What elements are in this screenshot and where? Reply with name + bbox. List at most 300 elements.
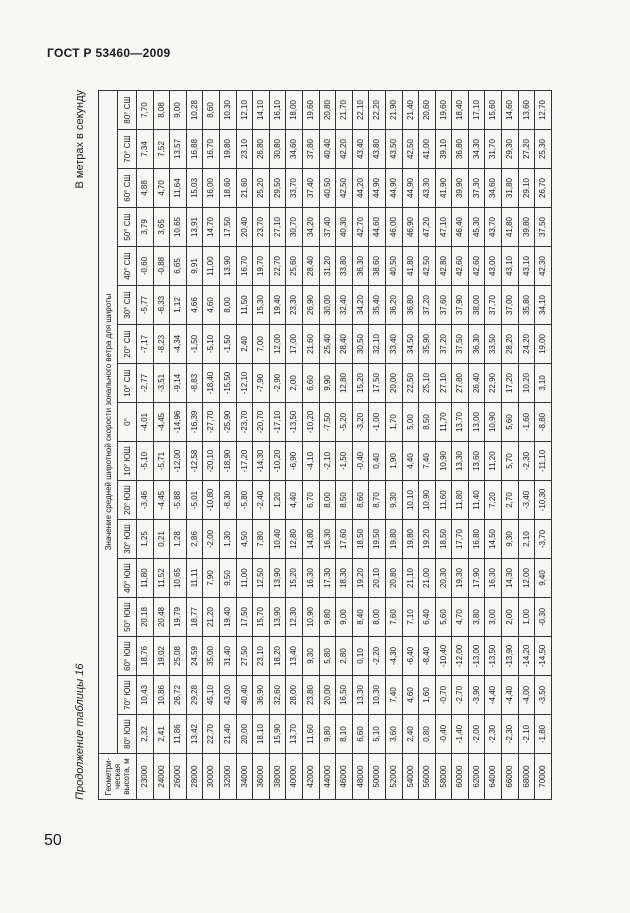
wind-speed-cell: 2,86 — [186, 520, 203, 559]
wind-speed-cell: 46,00 — [385, 208, 402, 247]
wind-speed-cell: -12,10 — [236, 364, 253, 403]
height-cell: 62000 — [468, 754, 485, 800]
wind-speed-cell: 23,30 — [286, 286, 303, 325]
wind-speed-cell: 17,60 — [336, 520, 353, 559]
wind-speed-cell: 9,80 — [319, 715, 336, 754]
wind-speed-cell: -7,90 — [253, 364, 270, 403]
wind-speed-cell: 42,50 — [419, 247, 436, 286]
wind-speed-cell: 11,40 — [468, 481, 485, 520]
wind-speed-table — [98, 90, 552, 800]
wind-speed-cell: 8,40 — [352, 598, 369, 637]
wind-speed-cell: 23,70 — [253, 208, 270, 247]
wind-speed-cell: 13,40 — [286, 637, 303, 676]
table-row — [236, 91, 253, 800]
wind-speed-cell: 37,00 — [502, 286, 519, 325]
wind-speed-cell: 2,40 — [402, 715, 419, 754]
wind-speed-cell: 13,42 — [186, 715, 203, 754]
table-row — [352, 91, 369, 800]
wind-speed-cell: -0,40 — [352, 442, 369, 481]
wind-speed-cell: 42,70 — [352, 208, 369, 247]
wind-speed-cell: 10,65 — [170, 208, 187, 247]
wind-speed-cell: 7,00 — [253, 325, 270, 364]
wind-speed-cell: 31,70 — [485, 130, 502, 169]
wind-speed-cell: 17,00 — [286, 325, 303, 364]
wind-speed-cell: 41,80 — [402, 247, 419, 286]
wind-speed-cell: 37,50 — [535, 208, 552, 247]
wind-speed-cell: 31,20 — [319, 247, 336, 286]
wind-speed-cell: 20,00 — [319, 676, 336, 715]
wind-speed-cell: 4,88 — [137, 169, 154, 208]
wind-speed-cell: 2,00 — [502, 598, 519, 637]
wind-speed-cell: 16,10 — [269, 91, 286, 130]
wind-speed-cell: 31,80 — [502, 169, 519, 208]
wind-speed-cell: 37,90 — [452, 286, 469, 325]
wind-speed-cell: -3,90 — [468, 676, 485, 715]
wind-speed-cell: -13,50 — [485, 637, 502, 676]
wind-speed-cell: 13,70 — [286, 715, 303, 754]
wind-speed-cell: 4,66 — [186, 286, 203, 325]
wind-speed-cell: -3,70 — [535, 520, 552, 559]
wind-speed-cell: 15,30 — [253, 286, 270, 325]
wind-speed-cell: -3,51 — [153, 364, 170, 403]
wind-speed-cell: 10,86 — [153, 676, 170, 715]
latitude-header: 0° — [118, 403, 137, 442]
wind-speed-cell: 19,80 — [385, 520, 402, 559]
wind-speed-cell: 11,20 — [485, 442, 502, 481]
wind-speed-cell: 18,00 — [286, 91, 303, 130]
wind-speed-cell: 21,60 — [302, 325, 319, 364]
table-row — [137, 91, 154, 800]
wind-speed-cell: 11,70 — [435, 403, 452, 442]
wind-speed-cell: -2,10 — [319, 442, 336, 481]
wind-speed-cell: 34,30 — [468, 130, 485, 169]
wind-speed-cell: -10,30 — [535, 481, 552, 520]
latitude-header: 30° ЮШ — [118, 520, 137, 559]
wind-speed-cell: 47,10 — [435, 208, 452, 247]
wind-speed-cell: 29,28 — [186, 676, 203, 715]
wind-speed-cell: 3,60 — [385, 715, 402, 754]
wind-speed-cell: -5,88 — [170, 481, 187, 520]
wind-speed-cell: 22,20 — [369, 91, 386, 130]
height-cell: 70000 — [535, 754, 552, 800]
wind-speed-cell: 44,20 — [352, 169, 369, 208]
wind-speed-cell: 4,40 — [286, 481, 303, 520]
wind-speed-cell: -13,50 — [286, 403, 303, 442]
wind-speed-cell: 42,60 — [468, 247, 485, 286]
table-row — [253, 91, 270, 800]
wind-speed-cell: 29,30 — [502, 130, 519, 169]
wind-speed-cell: -10,80 — [203, 481, 220, 520]
wind-speed-cell: -5,80 — [236, 481, 253, 520]
wind-speed-cell: 20,00 — [236, 715, 253, 754]
latitude-header: 60° СШ — [118, 169, 137, 208]
wind-speed-cell: 9,91 — [186, 247, 203, 286]
wind-speed-cell: 39,80 — [518, 208, 535, 247]
wind-speed-cell: -14,30 — [253, 442, 270, 481]
wind-speed-cell: 26,40 — [468, 364, 485, 403]
wind-speed-cell: 27,50 — [236, 637, 253, 676]
wind-speed-cell: 26,72 — [170, 676, 187, 715]
wind-speed-cell: 9,00 — [336, 598, 353, 637]
height-cell: 36000 — [253, 754, 270, 800]
table-body — [137, 91, 552, 800]
wind-speed-cell: 24,59 — [186, 637, 203, 676]
latitude-header: 50° ЮШ — [118, 598, 137, 637]
wind-speed-cell: 10,28 — [186, 91, 203, 130]
wind-speed-cell: 42,60 — [452, 247, 469, 286]
wind-speed-cell: 37,70 — [485, 286, 502, 325]
wind-speed-cell: 34,50 — [402, 325, 419, 364]
wind-speed-cell: 16,00 — [203, 169, 220, 208]
wind-speed-cell: 7,70 — [137, 91, 154, 130]
wind-speed-cell: 12,80 — [286, 520, 303, 559]
wind-speed-cell: 2,40 — [236, 325, 253, 364]
wind-speed-cell: 12,00 — [518, 559, 535, 598]
wind-speed-cell: -15,50 — [219, 364, 236, 403]
wind-speed-cell: 11,80 — [452, 481, 469, 520]
wind-speed-cell: -0,88 — [153, 247, 170, 286]
wind-speed-cell: 11,00 — [203, 247, 220, 286]
table-row — [336, 91, 353, 800]
wind-speed-cell: 34,60 — [485, 169, 502, 208]
height-cell: 44000 — [319, 754, 336, 800]
wind-speed-cell: 21,40 — [219, 715, 236, 754]
wind-speed-cell: 20,80 — [319, 91, 336, 130]
wind-speed-cell: 23,80 — [302, 676, 319, 715]
wind-speed-cell: 42,80 — [435, 247, 452, 286]
wind-speed-cell: 26,90 — [302, 286, 319, 325]
wind-speed-cell: 18,60 — [219, 169, 236, 208]
table-row — [502, 91, 519, 800]
wind-speed-cell: 8,00 — [319, 481, 336, 520]
wind-speed-cell: 15,20 — [352, 364, 369, 403]
wind-speed-cell: 6,40 — [419, 598, 436, 637]
wind-speed-cell: 25,40 — [319, 325, 336, 364]
height-cell: 60000 — [452, 754, 469, 800]
wind-speed-cell: 18,20 — [269, 637, 286, 676]
wind-speed-cell: 10,30 — [369, 676, 386, 715]
wind-speed-cell: 32,60 — [269, 676, 286, 715]
height-column-header: Геометри-ческая высота, м — [99, 754, 137, 800]
wind-speed-cell: -4,40 — [502, 676, 519, 715]
wind-speed-cell: 6,60 — [352, 715, 369, 754]
wind-speed-cell: 20,30 — [435, 559, 452, 598]
height-cell: 48000 — [352, 754, 369, 800]
wind-speed-cell: 16,70 — [236, 247, 253, 286]
wind-speed-cell: -12,00 — [170, 442, 187, 481]
wind-speed-cell: -2,30 — [518, 442, 535, 481]
wind-speed-cell: -11,10 — [535, 442, 552, 481]
wind-speed-cell: 2,70 — [502, 481, 519, 520]
wind-speed-cell: -3,46 — [137, 481, 154, 520]
wind-speed-cell: 26,70 — [535, 169, 552, 208]
wind-speed-cell: 12,50 — [253, 559, 270, 598]
wind-speed-cell: 11,00 — [236, 559, 253, 598]
wind-speed-cell: 8,50 — [336, 481, 353, 520]
units-note: В метрах в секунду — [74, 90, 86, 189]
height-cell: 30000 — [203, 754, 220, 800]
height-cell: 46000 — [336, 754, 353, 800]
wind-speed-cell: 0,80 — [419, 715, 436, 754]
wind-speed-cell: 10,90 — [485, 403, 502, 442]
wind-speed-cell: 13,91 — [186, 208, 203, 247]
wind-speed-cell: 9,50 — [219, 559, 236, 598]
wind-speed-cell: 35,90 — [419, 325, 436, 364]
wind-speed-cell: 4,60 — [402, 676, 419, 715]
wind-speed-cell: 19,60 — [435, 91, 452, 130]
wind-speed-cell: 11,50 — [236, 286, 253, 325]
wind-speed-cell: 19,50 — [369, 520, 386, 559]
wind-speed-cell: 9,30 — [385, 481, 402, 520]
wind-speed-cell: 8,50 — [419, 403, 436, 442]
wind-speed-cell: 5,60 — [435, 598, 452, 637]
wind-speed-cell: 28,00 — [286, 676, 303, 715]
wind-speed-cell: 8,08 — [153, 91, 170, 130]
wind-speed-cell: 40,40 — [236, 676, 253, 715]
wind-speed-cell: 36,80 — [452, 130, 469, 169]
latitude-header: 30° СШ — [118, 286, 137, 325]
wind-speed-cell: 23,10 — [253, 637, 270, 676]
wind-speed-cell: 7,40 — [419, 442, 436, 481]
table-row — [535, 91, 552, 800]
wind-speed-cell: 1,70 — [385, 403, 402, 442]
wind-speed-cell: 16,70 — [203, 130, 220, 169]
latitude-header: 10° ЮШ — [118, 442, 137, 481]
height-cell: 42000 — [302, 754, 319, 800]
wind-speed-cell: 13,57 — [170, 130, 187, 169]
table-row — [518, 91, 535, 800]
latitude-header: 10° СШ — [118, 364, 137, 403]
wind-speed-cell: 25,20 — [253, 169, 270, 208]
wind-speed-cell: -10,20 — [269, 442, 286, 481]
table-caption: Продолжение таблицы 16 — [74, 663, 86, 800]
wind-speed-cell: 45,10 — [203, 676, 220, 715]
wind-speed-cell: 30,70 — [286, 208, 303, 247]
wind-speed-cell: -9,14 — [170, 364, 187, 403]
wind-speed-cell: 15,60 — [485, 91, 502, 130]
wind-speed-cell: -5,71 — [153, 442, 170, 481]
wind-speed-cell: -4,40 — [485, 676, 502, 715]
wind-speed-cell: 14,70 — [203, 208, 220, 247]
wind-speed-cell: 9,90 — [319, 364, 336, 403]
wind-speed-cell: -7,17 — [137, 325, 154, 364]
wind-speed-cell: 19,79 — [170, 598, 187, 637]
wind-speed-cell: 4,50 — [236, 520, 253, 559]
wind-speed-cell: 12,00 — [269, 325, 286, 364]
table-row — [435, 91, 452, 800]
wind-speed-cell: 14,60 — [502, 91, 519, 130]
wind-speed-cell: 46,90 — [402, 208, 419, 247]
wind-speed-cell: 15,70 — [253, 598, 270, 637]
wind-speed-cell: 17,10 — [468, 91, 485, 130]
wind-speed-cell: -2,30 — [485, 715, 502, 754]
wind-speed-cell: -2,10 — [518, 715, 535, 754]
wind-speed-cell: 4,60 — [203, 286, 220, 325]
page-number: 50 — [44, 832, 62, 849]
wind-speed-cell: 28,40 — [336, 325, 353, 364]
wind-speed-cell: 18,50 — [435, 520, 452, 559]
wind-speed-cell: 26,80 — [253, 130, 270, 169]
latitude-header: 70° СШ — [118, 130, 137, 169]
wind-speed-cell: 27,20 — [518, 130, 535, 169]
wind-speed-cell: 42,50 — [336, 169, 353, 208]
latitude-header: 80° СШ — [118, 91, 137, 130]
wind-speed-cell: -5,20 — [336, 403, 353, 442]
height-cell: 52000 — [385, 754, 402, 800]
height-cell: 38000 — [269, 754, 286, 800]
wind-speed-cell: 0,40 — [369, 442, 386, 481]
wind-speed-cell: 40,50 — [385, 247, 402, 286]
wind-speed-cell: 18,10 — [253, 715, 270, 754]
wind-speed-cell: -17,10 — [269, 403, 286, 442]
wind-speed-cell: 8,70 — [369, 481, 386, 520]
table-row — [485, 91, 502, 800]
wind-speed-cell: 37,50 — [452, 325, 469, 364]
wind-speed-cell: 20,18 — [137, 598, 154, 637]
wind-speed-cell: 9,00 — [170, 91, 187, 130]
wind-speed-cell: 16,30 — [302, 559, 319, 598]
wind-speed-cell: 2,00 — [286, 364, 303, 403]
wind-speed-cell: 10,65 — [170, 559, 187, 598]
wind-speed-cell: 37,30 — [468, 169, 485, 208]
wind-speed-cell: -8,40 — [419, 637, 436, 676]
wind-speed-cell: 31,40 — [219, 637, 236, 676]
wind-speed-cell: 9,80 — [319, 598, 336, 637]
wind-speed-cell: 7,20 — [485, 481, 502, 520]
wind-speed-cell: -4,10 — [302, 442, 319, 481]
wind-speed-cell: 13,30 — [452, 442, 469, 481]
wind-speed-cell: 5,80 — [319, 637, 336, 676]
wind-speed-cell: 3,00 — [485, 598, 502, 637]
wind-speed-cell: 30,00 — [319, 286, 336, 325]
height-cell: 50000 — [369, 754, 386, 800]
wind-speed-cell: -7,50 — [319, 403, 336, 442]
wind-speed-cell: 24,20 — [518, 325, 535, 364]
wind-speed-cell: 45,30 — [468, 208, 485, 247]
wind-speed-cell: 14,30 — [502, 559, 519, 598]
wind-speed-cell: -5,77 — [137, 286, 154, 325]
wind-speed-cell: -14,50 — [535, 637, 552, 676]
wind-speed-cell: 10,20 — [518, 364, 535, 403]
wind-speed-cell: 20,00 — [385, 364, 402, 403]
wind-speed-cell: 3,65 — [153, 208, 170, 247]
height-cell: 66000 — [502, 754, 519, 800]
wind-speed-cell: 32,40 — [336, 286, 353, 325]
wind-speed-cell: 1,00 — [518, 598, 535, 637]
wind-speed-cell: -0,40 — [435, 715, 452, 754]
wind-speed-cell: 27,80 — [452, 364, 469, 403]
height-cell: 24000 — [153, 754, 170, 800]
wind-speed-cell: 40,30 — [336, 208, 353, 247]
wind-speed-cell: -2,40 — [253, 481, 270, 520]
wind-speed-cell: 42,20 — [336, 130, 353, 169]
wind-speed-cell: 9,40 — [535, 559, 552, 598]
wind-speed-cell: 5,00 — [402, 403, 419, 442]
wind-speed-cell: 29,10 — [518, 169, 535, 208]
table-row — [286, 91, 303, 800]
wind-speed-cell: 21,70 — [336, 91, 353, 130]
wind-speed-cell: 17,20 — [502, 364, 519, 403]
wind-speed-cell: -8,23 — [153, 325, 170, 364]
wind-speed-cell: -1,80 — [535, 715, 552, 754]
wind-speed-cell: -6,33 — [153, 286, 170, 325]
wind-speed-cell: -14,96 — [170, 403, 187, 442]
wind-speed-cell: 30,50 — [352, 325, 369, 364]
wind-speed-cell: 3,80 — [468, 598, 485, 637]
wind-speed-cell: 37,40 — [319, 208, 336, 247]
wind-speed-cell: 7,40 — [385, 676, 402, 715]
wind-speed-cell: 36,20 — [385, 286, 402, 325]
wind-speed-cell: 16,50 — [336, 676, 353, 715]
height-cell: 56000 — [419, 754, 436, 800]
wind-speed-cell: -2,20 — [369, 637, 386, 676]
wind-speed-cell: -12,58 — [186, 442, 203, 481]
wind-speed-cell: 5,10 — [369, 715, 386, 754]
wind-speed-cell: 13,00 — [468, 403, 485, 442]
latitude-header: 80° ЮШ — [118, 715, 137, 754]
table-row — [385, 91, 402, 800]
wind-speed-cell: 33,50 — [485, 325, 502, 364]
table-row — [219, 91, 236, 800]
table-row — [170, 91, 187, 800]
wind-speed-cell: -2,30 — [502, 715, 519, 754]
latitude-header: 70° ЮШ — [118, 676, 137, 715]
wind-speed-cell: 37,20 — [419, 286, 436, 325]
wind-speed-cell: 27,10 — [269, 208, 286, 247]
wind-speed-cell: -8,30 — [219, 481, 236, 520]
wind-speed-cell: 21,90 — [385, 91, 402, 130]
wind-speed-cell: 41,00 — [419, 130, 436, 169]
table-row — [402, 91, 419, 800]
table-row — [302, 91, 319, 800]
wind-speed-cell: -2,70 — [452, 676, 469, 715]
wind-speed-cell: 17,90 — [468, 559, 485, 598]
wind-speed-cell: 39,10 — [435, 130, 452, 169]
document-header: ГОСТ Р 53460—2009 — [47, 46, 171, 60]
wind-speed-cell: 19,40 — [269, 286, 286, 325]
table-row — [369, 91, 386, 800]
caption-row — [72, 90, 98, 800]
wind-speed-cell: 1,30 — [219, 520, 236, 559]
wind-speed-cell: 10,43 — [137, 676, 154, 715]
wind-speed-cell: 18,30 — [336, 559, 353, 598]
wind-speed-cell: -1,00 — [369, 403, 386, 442]
latitude-header: 20° ЮШ — [118, 481, 137, 520]
wind-speed-cell: 14,80 — [302, 520, 319, 559]
wind-speed-cell: 13,60 — [468, 442, 485, 481]
wind-speed-cell: -3,50 — [535, 676, 552, 715]
wind-speed-cell: 34,10 — [535, 286, 552, 325]
wind-speed-cell: 21,60 — [236, 169, 253, 208]
wind-speed-cell: 19,20 — [352, 559, 369, 598]
wind-speed-cell: -20,70 — [253, 403, 270, 442]
wind-speed-cell: 47,20 — [419, 208, 436, 247]
wind-speed-cell: -0,30 — [535, 598, 552, 637]
wind-speed-cell: -8,80 — [535, 403, 552, 442]
wind-speed-cell: -0,70 — [435, 676, 452, 715]
wind-speed-cell: 11,52 — [153, 559, 170, 598]
table-row — [203, 91, 220, 800]
wind-speed-cell: -0,60 — [137, 247, 154, 286]
wind-speed-cell: -25,90 — [219, 403, 236, 442]
wind-speed-cell: 43,00 — [485, 247, 502, 286]
wind-speed-cell: 11,11 — [186, 559, 203, 598]
wind-speed-cell: 37,20 — [435, 325, 452, 364]
wind-speed-cell: 16,30 — [319, 520, 336, 559]
wind-speed-cell: 41,80 — [502, 208, 519, 247]
wind-speed-cell: 8,60 — [352, 481, 369, 520]
wind-speed-cell: 22,10 — [352, 91, 369, 130]
